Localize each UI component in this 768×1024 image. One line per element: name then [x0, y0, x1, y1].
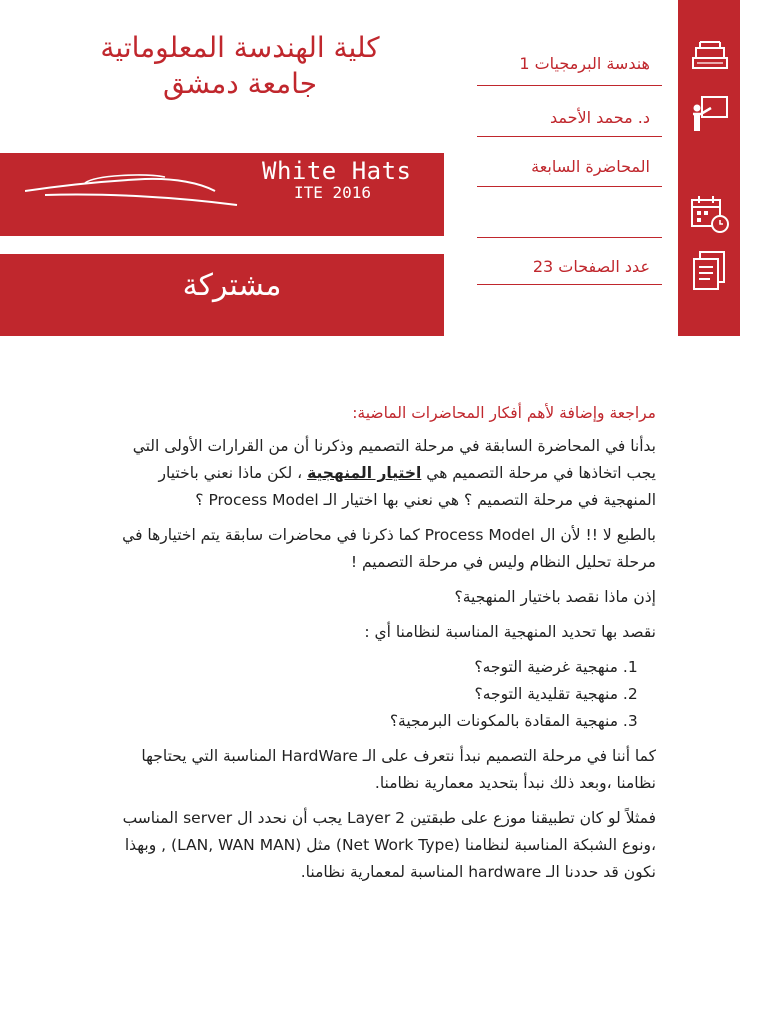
subject-name: هندسة البرمجيات 1: [519, 54, 650, 73]
list-item: 1. منهجية غرضية التوجه؟: [112, 654, 618, 681]
paragraph-text: ، لكن ماذا نعني باختيار المنهجية في مرحلة التصميم ؟ هي نعني بها اختيار الـ Process Model ؟: [158, 464, 656, 509]
divider: [477, 85, 662, 86]
shared-label: مشتركة: [182, 268, 282, 303]
icon-sidebar: [678, 0, 740, 336]
college-name: كلية الهندسة المعلوماتية: [100, 31, 380, 64]
methodology-list: [112, 654, 656, 735]
car-outline-logo: [25, 173, 240, 213]
paragraph: بالطبع لا !! لأن ال Process Model كما ذكرنا في محاضرات سابقة يتم اختيارها في مرحلة تحليل النظام وليس في مرحلة التصميم !: [122, 526, 656, 571]
lecture-body: [112, 400, 656, 894]
college-title: [40, 30, 440, 102]
books-icon: [690, 36, 730, 72]
university-name: جامعة دمشق: [162, 67, 318, 100]
document-pages-icon: [690, 250, 730, 292]
paragraph-text: بدأنا في المحاضرة السابقة في مرحلة التصميم وذكرنا أن من القرارات الأولى التي يجب اتخاذها في مرحلة التصميم هي: [132, 437, 656, 482]
brand-subtitle: ITE 2016: [294, 183, 372, 202]
shared-band: [0, 254, 444, 336]
paragraph: نقصد بها تحديد المنهجية المناسبة لنظامنا أي :: [364, 623, 656, 641]
divider: [477, 136, 662, 137]
doctor-name: د. محمد الأحمد: [549, 108, 650, 127]
brand-name: White Hats: [262, 157, 412, 185]
list-item: 3. منهجية المقادة بالمكونات البرمجية؟: [112, 708, 618, 735]
teacher-board-icon: [690, 94, 730, 134]
paragraph: [112, 433, 656, 514]
paragraph: كما أننا في مرحلة التصميم نبدأ نتعرف على الـ HardWare المناسبة التي يحتاجها نظامنا ،وبعد ذلك نبدأ بتحديد معمارية نظامنا.: [141, 747, 656, 792]
paragraph: إذن ماذا نقصد باختيار المنهجية؟: [454, 588, 656, 606]
divider: [477, 186, 662, 187]
calendar-clock-icon: [690, 194, 730, 234]
emphasized-term: اختيار المنهجية: [307, 464, 422, 482]
lecture-number: المحاضرة السابعة: [531, 157, 650, 176]
paragraph: فمثلاً لو كان تطبيقنا موزع على طبقتين 2 Layer يجب أن نحدد ال server المناسب ،ونوع الشبكة المناسبة لنظامنا (Net Work Type) مثل (LAN, WAN MAN) , وبهذا نكون قد حددنا الـ hardware المناسبة لمعمارية نظامنا.: [122, 809, 656, 881]
section-heading: مراجعة وإضافة لأهم أفكار المحاضرات الماضية:: [352, 404, 656, 422]
divider: [477, 237, 662, 238]
brand-band: [0, 153, 444, 236]
page-count: عدد الصفحات 23: [532, 257, 650, 276]
divider: [477, 284, 662, 285]
list-item: 2. منهجية تقليدية التوجه؟: [112, 681, 618, 708]
